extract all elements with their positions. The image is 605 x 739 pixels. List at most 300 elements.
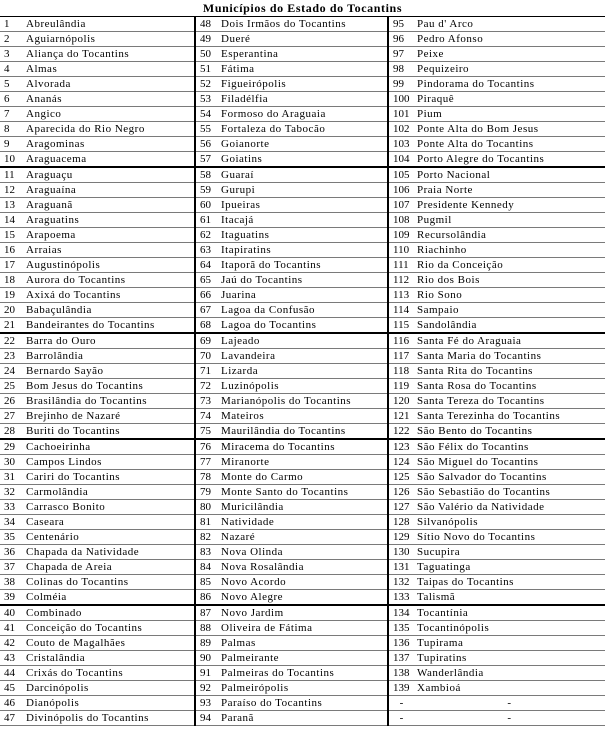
municipality-name: Tupiratins (414, 651, 605, 666)
municipality-name: Araguaína (23, 183, 195, 198)
municipality-name: Ananás (23, 92, 195, 107)
municipality-number: 103 (388, 137, 414, 152)
municipality-name: São Miguel do Tocantins (414, 455, 605, 470)
table-row (0, 515, 605, 530)
municipality-name: Bernardo Sayão (23, 364, 195, 379)
municipality-name: Pium (414, 107, 605, 122)
municipality-name: Jaú do Tocantins (218, 273, 388, 288)
municipality-number: 128 (388, 515, 414, 530)
municipality-number: 38 (0, 575, 23, 590)
municipality-number: 49 (195, 32, 218, 47)
table-row (0, 318, 605, 334)
table-row (0, 485, 605, 500)
municipality-number: 87 (195, 605, 218, 621)
municipality-name: Lagoa da Confusão (218, 303, 388, 318)
municipality-name: Sandolândia (414, 318, 605, 334)
municipality-name: São Salvador do Tocantins (414, 470, 605, 485)
municipality-name: Formoso do Araguaia (218, 107, 388, 122)
municipality-number: 29 (0, 439, 23, 455)
table-row (0, 137, 605, 152)
municipality-name: Goiatins (218, 152, 388, 168)
municipality-number: 57 (195, 152, 218, 168)
table-row (0, 711, 605, 726)
municipality-number: 88 (195, 621, 218, 636)
municipality-name: Rio da Conceição (414, 258, 605, 273)
municipality-name: Araguatins (23, 213, 195, 228)
municipality-number: 62 (195, 228, 218, 243)
municipality-name: Fortaleza do Tabocão (218, 122, 388, 137)
municipality-name: Araguaçu (23, 167, 195, 183)
municipality-name: Alvorada (23, 77, 195, 92)
municipality-number: 45 (0, 681, 23, 696)
municipality-number: 109 (388, 228, 414, 243)
municipality-number: 13 (0, 198, 23, 213)
municipality-number: 12 (0, 183, 23, 198)
municipality-number: 48 (195, 17, 218, 32)
table-row (0, 122, 605, 137)
municipality-name: Lizarda (218, 364, 388, 379)
municipality-name: Palmas (218, 636, 388, 651)
municipality-number: 63 (195, 243, 218, 258)
municipality-name: Couto de Magalhães (23, 636, 195, 651)
municipality-number: 58 (195, 167, 218, 183)
table-row (0, 621, 605, 636)
municipality-name: Dianópolis (23, 696, 195, 711)
municipality-number: 50 (195, 47, 218, 62)
municipality-name: Chapada de Areia (23, 560, 195, 575)
municipality-number: 18 (0, 273, 23, 288)
table-row (0, 409, 605, 424)
table-row (0, 333, 605, 349)
table-row (0, 636, 605, 651)
municipality-name: Angico (23, 107, 195, 122)
municipality-number: 64 (195, 258, 218, 273)
table-row (0, 213, 605, 228)
municipality-name: Santa Maria do Tocantins (414, 349, 605, 364)
municipality-name: Barrolândia (23, 349, 195, 364)
municipality-number: 27 (0, 409, 23, 424)
table-row (0, 198, 605, 213)
municipality-number: 137 (388, 651, 414, 666)
municipality-number: - (388, 711, 414, 726)
municipality-number: 139 (388, 681, 414, 696)
municipality-name: Barra do Ouro (23, 333, 195, 349)
municipality-number: 80 (195, 500, 218, 515)
table-row (0, 243, 605, 258)
municipality-name: Itacajá (218, 213, 388, 228)
municipality-number: 90 (195, 651, 218, 666)
municipality-name: Aparecida do Rio Negro (23, 122, 195, 137)
municipality-number: 106 (388, 183, 414, 198)
municipality-number: 76 (195, 439, 218, 455)
municipality-name: Nova Olinda (218, 545, 388, 560)
municipality-name: Praia Norte (414, 183, 605, 198)
municipality-number: 71 (195, 364, 218, 379)
municipality-number: 79 (195, 485, 218, 500)
municipality-number: 14 (0, 213, 23, 228)
municipality-name: Goianorte (218, 137, 388, 152)
municipality-number: 5 (0, 77, 23, 92)
municipality-number: 78 (195, 470, 218, 485)
municipality-number: 24 (0, 364, 23, 379)
municipality-name: Araguacema (23, 152, 195, 168)
municipality-name: Augustinópolis (23, 258, 195, 273)
municipality-name: Natividade (218, 515, 388, 530)
municipality-name: Palmeirante (218, 651, 388, 666)
municipality-number: 55 (195, 122, 218, 137)
table-row (0, 575, 605, 590)
municipality-name: Itaporã do Tocantins (218, 258, 388, 273)
municipality-number: 107 (388, 198, 414, 213)
municipality-name: Juarina (218, 288, 388, 303)
municipality-name: Sucupira (414, 545, 605, 560)
municipality-number: 8 (0, 122, 23, 137)
municipality-number: 20 (0, 303, 23, 318)
municipality-name: Dueré (218, 32, 388, 47)
municipality-name: Gurupi (218, 183, 388, 198)
municipality-number: 132 (388, 575, 414, 590)
municipality-name: Santa Fé do Araguaia (414, 333, 605, 349)
municipality-name: São Bento do Tocantins (414, 424, 605, 440)
municipality-name: Paranã (218, 711, 388, 726)
municipality-name: São Valério da Natividade (414, 500, 605, 515)
municipality-name: Itapiratins (218, 243, 388, 258)
municipality-number: 91 (195, 666, 218, 681)
table-row (0, 500, 605, 515)
municipality-number: 7 (0, 107, 23, 122)
municipality-name: Araguanã (23, 198, 195, 213)
municipality-number: 52 (195, 77, 218, 92)
municipality-name: Axixá do Tocantins (23, 288, 195, 303)
municipality-number: 122 (388, 424, 414, 440)
municipality-name: Lavandeira (218, 349, 388, 364)
municipality-number: 6 (0, 92, 23, 107)
municipality-number: 121 (388, 409, 414, 424)
municipality-name: Xambioá (414, 681, 605, 696)
municipality-number: 47 (0, 711, 23, 726)
table-row (0, 560, 605, 575)
municipality-name: Recursolândia (414, 228, 605, 243)
municipality-number: 116 (388, 333, 414, 349)
municipality-number: 66 (195, 288, 218, 303)
municipality-name: Fátima (218, 62, 388, 77)
table-row (0, 590, 605, 606)
municipality-name: Bandeirantes do Tocantins (23, 318, 195, 334)
municipality-name: Marianópolis do Tocantins (218, 394, 388, 409)
municipality-name: Tocantinópolis (414, 621, 605, 636)
municipality-name: Tocantínia (414, 605, 605, 621)
municipality-name: Santa Tereza do Tocantins (414, 394, 605, 409)
municipality-name: Novo Jardim (218, 605, 388, 621)
municipality-name: Carrasco Bonito (23, 500, 195, 515)
municipality-name: Pindorama do Tocantins (414, 77, 605, 92)
municipality-name: Crixás do Tocantins (23, 666, 195, 681)
municipality-number: 31 (0, 470, 23, 485)
municipality-number: 135 (388, 621, 414, 636)
municipality-name: Riachinho (414, 243, 605, 258)
municipality-name: Rio dos Bois (414, 273, 605, 288)
municipality-number: 77 (195, 455, 218, 470)
municipality-number: 113 (388, 288, 414, 303)
municipality-name: Pedro Afonso (414, 32, 605, 47)
table-row (0, 530, 605, 545)
municipality-number: 32 (0, 485, 23, 500)
municipality-name: Santa Rosa do Tocantins (414, 379, 605, 394)
municipality-name: Nova Rosalândia (218, 560, 388, 575)
municipality-name: Novo Alegre (218, 590, 388, 606)
municipality-name: Sampaio (414, 303, 605, 318)
municipality-name: Arapoema (23, 228, 195, 243)
municipality-number: 23 (0, 349, 23, 364)
municipality-name: São Félix do Tocantins (414, 439, 605, 455)
municipality-number: 127 (388, 500, 414, 515)
municipality-number: 114 (388, 303, 414, 318)
municipality-name: Figueirópolis (218, 77, 388, 92)
municipality-number: 36 (0, 545, 23, 560)
table-row (0, 258, 605, 273)
table-row (0, 424, 605, 440)
municipality-number: 136 (388, 636, 414, 651)
municipality-name: Darcinópolis (23, 681, 195, 696)
municipality-name: Santa Terezinha do Tocantins (414, 409, 605, 424)
municipality-name: Filadélfia (218, 92, 388, 107)
municipality-number: 67 (195, 303, 218, 318)
municipality-number: 95 (388, 17, 414, 32)
municipality-number: 111 (388, 258, 414, 273)
municipality-name: Santa Rita do Tocantins (414, 364, 605, 379)
municipality-number: 126 (388, 485, 414, 500)
municipality-name: Guaraí (218, 167, 388, 183)
municipality-number: 60 (195, 198, 218, 213)
municipality-number: 134 (388, 605, 414, 621)
municipality-name: Pau d' Arco (414, 17, 605, 32)
municipality-number: 37 (0, 560, 23, 575)
municipality-number: 96 (388, 32, 414, 47)
municipality-name: Silvanópolis (414, 515, 605, 530)
municipality-name: Novo Acordo (218, 575, 388, 590)
municipality-name: Lajeado (218, 333, 388, 349)
municipality-name: São Sebastião do Tocantins (414, 485, 605, 500)
municipality-name: Miracema do Tocantins (218, 439, 388, 455)
municipality-name: Piraquê (414, 92, 605, 107)
municipality-name: Ipueiras (218, 198, 388, 213)
municipality-name: Maurilândia do Tocantins (218, 424, 388, 440)
municipality-number: 85 (195, 575, 218, 590)
municipality-name: Ponte Alta do Tocantins (414, 137, 605, 152)
municipality-number: 4 (0, 62, 23, 77)
municipality-number: 118 (388, 364, 414, 379)
municipality-number: 56 (195, 137, 218, 152)
municipality-number: 129 (388, 530, 414, 545)
municipality-name: Centenário (23, 530, 195, 545)
municipality-number: 117 (388, 349, 414, 364)
table-row (0, 545, 605, 560)
municipality-name: Brasilândia do Tocantins (23, 394, 195, 409)
municipality-name: Cariri do Tocantins (23, 470, 195, 485)
municipality-number: 40 (0, 605, 23, 621)
municipality-number: 53 (195, 92, 218, 107)
table-row (0, 273, 605, 288)
municipality-number: 83 (195, 545, 218, 560)
municipality-name: Rio Sono (414, 288, 605, 303)
municipality-number: 123 (388, 439, 414, 455)
municipality-number: 28 (0, 424, 23, 440)
municipality-number: 65 (195, 273, 218, 288)
table-row (0, 167, 605, 183)
table-row (0, 92, 605, 107)
municipality-number: 72 (195, 379, 218, 394)
municipality-number: 25 (0, 379, 23, 394)
municipality-name: Miranorte (218, 455, 388, 470)
municipality-number: 41 (0, 621, 23, 636)
municipality-number: 35 (0, 530, 23, 545)
municipality-name: Pugmil (414, 213, 605, 228)
municipality-name: Monte Santo do Tocantins (218, 485, 388, 500)
table-row (0, 455, 605, 470)
municipality-name: Campos Lindos (23, 455, 195, 470)
municipality-name: Aguiarnópolis (23, 32, 195, 47)
municipality-number: 39 (0, 590, 23, 606)
municipality-name: Luzinópolis (218, 379, 388, 394)
municipality-name: Tupirama (414, 636, 605, 651)
municipality-number: 105 (388, 167, 414, 183)
municipality-name: Nazaré (218, 530, 388, 545)
municipality-number: 21 (0, 318, 23, 334)
municipality-number: 92 (195, 681, 218, 696)
municipality-number: 46 (0, 696, 23, 711)
municipality-number: 43 (0, 651, 23, 666)
table-row (0, 651, 605, 666)
table-row (0, 439, 605, 455)
municipality-name: Conceição do Tocantins (23, 621, 195, 636)
table-row (0, 349, 605, 364)
municipality-number: 93 (195, 696, 218, 711)
municipality-number: 74 (195, 409, 218, 424)
municipality-number: 130 (388, 545, 414, 560)
municipality-number: 42 (0, 636, 23, 651)
municipality-name: Porto Alegre do Tocantins (414, 152, 605, 168)
municipality-number: 94 (195, 711, 218, 726)
table-row (0, 183, 605, 198)
municipality-name: Combinado (23, 605, 195, 621)
municipality-name: Caseara (23, 515, 195, 530)
municipality-number: 115 (388, 318, 414, 334)
table-row (0, 77, 605, 92)
municipality-number: 3 (0, 47, 23, 62)
municipality-name: Peixe (414, 47, 605, 62)
municipality-name: - (414, 696, 605, 711)
municipality-name: Ponte Alta do Bom Jesus (414, 122, 605, 137)
municipality-name: Mateiros (218, 409, 388, 424)
municipality-number: 119 (388, 379, 414, 394)
table-row (0, 107, 605, 122)
municipality-name: Colinas do Tocantins (23, 575, 195, 590)
municipality-number: 100 (388, 92, 414, 107)
municipality-number: 44 (0, 666, 23, 681)
municipality-name: Arraias (23, 243, 195, 258)
municipality-number: 69 (195, 333, 218, 349)
municipality-name: Chapada da Natividade (23, 545, 195, 560)
table-row (0, 605, 605, 621)
municipality-name: Brejinho de Nazaré (23, 409, 195, 424)
municipality-number: 120 (388, 394, 414, 409)
municipality-number: 26 (0, 394, 23, 409)
municipality-number: 70 (195, 349, 218, 364)
municipality-number: 9 (0, 137, 23, 152)
municipality-number: 131 (388, 560, 414, 575)
municipality-name: Itaguatins (218, 228, 388, 243)
municipality-number: 68 (195, 318, 218, 334)
municipality-number: 33 (0, 500, 23, 515)
municipality-name: Colméia (23, 590, 195, 606)
page-title: Municípios do Estado do Tocantins (202, 1, 403, 15)
municipality-name: Talismã (414, 590, 605, 606)
municipality-number: 138 (388, 666, 414, 681)
municipality-number: 133 (388, 590, 414, 606)
municipality-number: 59 (195, 183, 218, 198)
municipality-number: 10 (0, 152, 23, 168)
municipality-number: 22 (0, 333, 23, 349)
municipality-name: Palmeiras do Tocantins (218, 666, 388, 681)
municipality-number: 108 (388, 213, 414, 228)
municipality-name: Cachoeirinha (23, 439, 195, 455)
municipality-number: 16 (0, 243, 23, 258)
table-row (0, 62, 605, 77)
municipality-number: 2 (0, 32, 23, 47)
municipality-number: 112 (388, 273, 414, 288)
municipality-number: 11 (0, 167, 23, 183)
municipality-number: 61 (195, 213, 218, 228)
municipality-name: Wanderlândia (414, 666, 605, 681)
municipality-number: 30 (0, 455, 23, 470)
municipality-number: 19 (0, 288, 23, 303)
municipality-name: Lagoa do Tocantins (218, 318, 388, 334)
municipality-name: Dois Irmãos do Tocantins (218, 17, 388, 32)
municipality-name: Presidente Kennedy (414, 198, 605, 213)
municipality-number: 97 (388, 47, 414, 62)
municipality-number: 125 (388, 470, 414, 485)
municipality-name: Aliança do Tocantins (23, 47, 195, 62)
municipality-name: Pequizeiro (414, 62, 605, 77)
municipality-number: 17 (0, 258, 23, 273)
municipality-number: 84 (195, 560, 218, 575)
municipality-name: Porto Nacional (414, 167, 605, 183)
municipality-number: 75 (195, 424, 218, 440)
municipality-name: Abreulândia (23, 17, 195, 32)
municipality-name: Aragominas (23, 137, 195, 152)
municipality-number: 124 (388, 455, 414, 470)
municipality-number: 15 (0, 228, 23, 243)
table-row (0, 394, 605, 409)
municipality-name: Babaçulândia (23, 303, 195, 318)
municipality-number: 54 (195, 107, 218, 122)
municipality-number: 73 (195, 394, 218, 409)
municipality-number: 101 (388, 107, 414, 122)
table-row (0, 681, 605, 696)
municipality-name: Esperantina (218, 47, 388, 62)
municipality-number: - (388, 696, 414, 711)
table-row (0, 228, 605, 243)
municipality-number: 51 (195, 62, 218, 77)
municipality-name: - (414, 711, 605, 726)
table-row (0, 666, 605, 681)
municipality-number: 98 (388, 62, 414, 77)
municipality-number: 86 (195, 590, 218, 606)
table-row (0, 152, 605, 168)
municipality-number: 99 (388, 77, 414, 92)
municipality-number: 82 (195, 530, 218, 545)
municipality-number: 102 (388, 122, 414, 137)
